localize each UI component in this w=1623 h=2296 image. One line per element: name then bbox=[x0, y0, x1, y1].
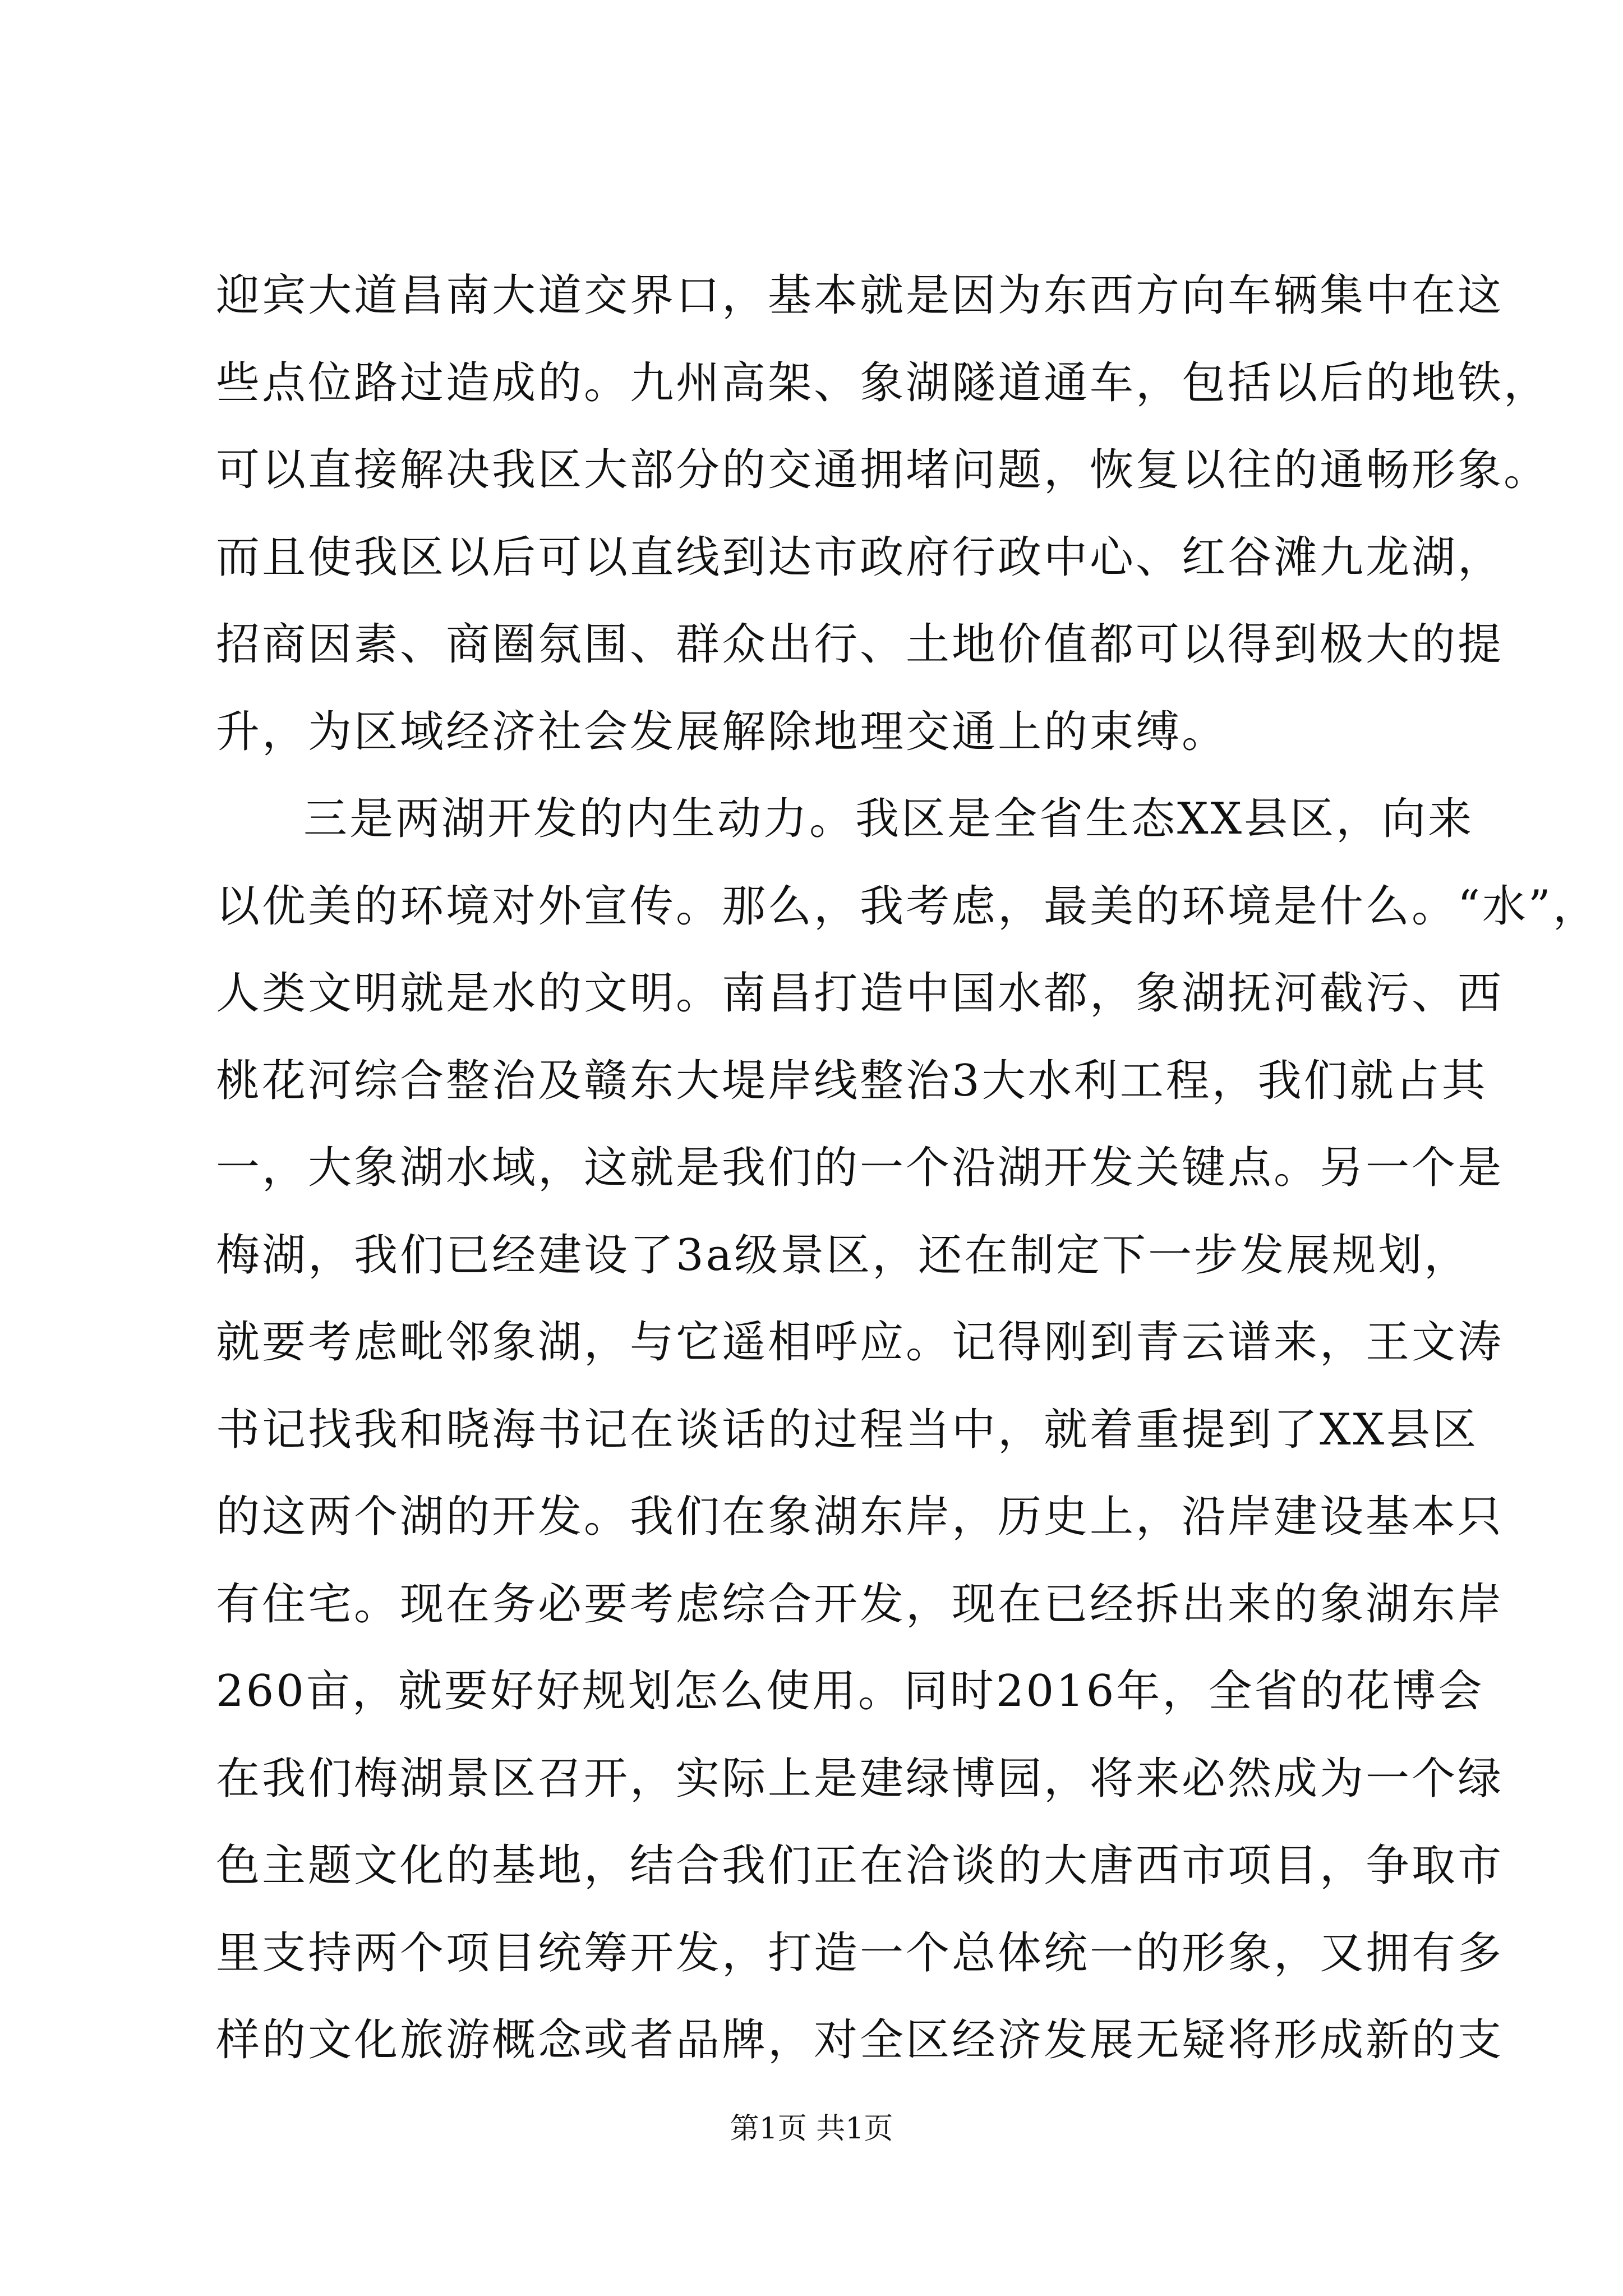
text-line: 以优美的环境对外宣传。那么，我考虑，最美的环境是什么。“水”， bbox=[216, 881, 1599, 932]
text-line: 里支持两个项目统筹开发，打造一个总体统一的形象，又拥有多 bbox=[216, 1927, 1504, 1978]
text-line: 一，大象湖水域，这就是我们的一个沿湖开发关键点。另一个是 bbox=[216, 1143, 1504, 1193]
page-number-footer: 第1页 共1页 bbox=[730, 2112, 893, 2146]
text-line: 可以直接解决我区大部分的交通拥堵问题，恢复以往的通畅形象。 bbox=[216, 445, 1550, 495]
text-line: 梅湖，我们已经建设了3a级景区，还在制定下一步发展规划， bbox=[216, 1230, 1470, 1281]
text-line: 些点位路过造成的。九州高架、象湖隧道通车，包括以后的地铁， bbox=[216, 357, 1550, 408]
body-text bbox=[216, 252, 1599, 2085]
text-line: 在我们梅湖景区召开，实际上是建绿博园，将来必然成为一个绿 bbox=[216, 1753, 1504, 1804]
text-line: 桃花河综合整治及赣东大堤岸线整治3大水利工程，我们就占其 bbox=[216, 1055, 1488, 1106]
text-line: 迎宾大道昌南大道交界口，基本就是因为东西方向车辆集中在这 bbox=[216, 270, 1504, 321]
text-line: 而且使我区以后可以直线到达市政府行政中心、红谷滩九龙湖， bbox=[216, 532, 1504, 583]
text-line: 招商因素、商圈氛围、群众出行、土地价值都可以得到极大的提 bbox=[216, 619, 1504, 670]
text-line: 升，为区域经济社会发展解除地理交通上的束缚。 bbox=[216, 706, 1228, 757]
text-line: 人类文明就是水的文明。南昌打造中国水都，象湖抚河截污、西 bbox=[216, 968, 1504, 1019]
text-line: 样的文化旅游概念或者品牌，对全区经济发展无疑将形成新的支 bbox=[216, 2015, 1504, 2065]
text-line: 260亩，就要好好规划怎么使用。同时2016年，全省的花博会 bbox=[216, 1666, 1484, 1717]
text-line: 的这两个湖的开发。我们在象湖东岸，历史上，沿岸建设基本只 bbox=[216, 1492, 1504, 1542]
paragraph-start-line: 三是两湖开发的内生动力。我区是全省生态XX县区，向来 bbox=[303, 794, 1474, 844]
text-line: 色主题文化的基地，结合我们正在洽谈的大唐西市项目，争取市 bbox=[216, 1841, 1504, 1891]
text-line: 书记找我和晓海书记在谈话的过程当中，就着重提到了XX县区 bbox=[216, 1404, 1479, 1455]
text-line: 有住宅。现在务必要考虑综合开发，现在已经拆出来的象湖东岸 bbox=[216, 1579, 1504, 1630]
text-line: 就要考虑毗邻象湖，与它遥相呼应。记得刚到青云谱来，王文涛 bbox=[216, 1317, 1504, 1368]
